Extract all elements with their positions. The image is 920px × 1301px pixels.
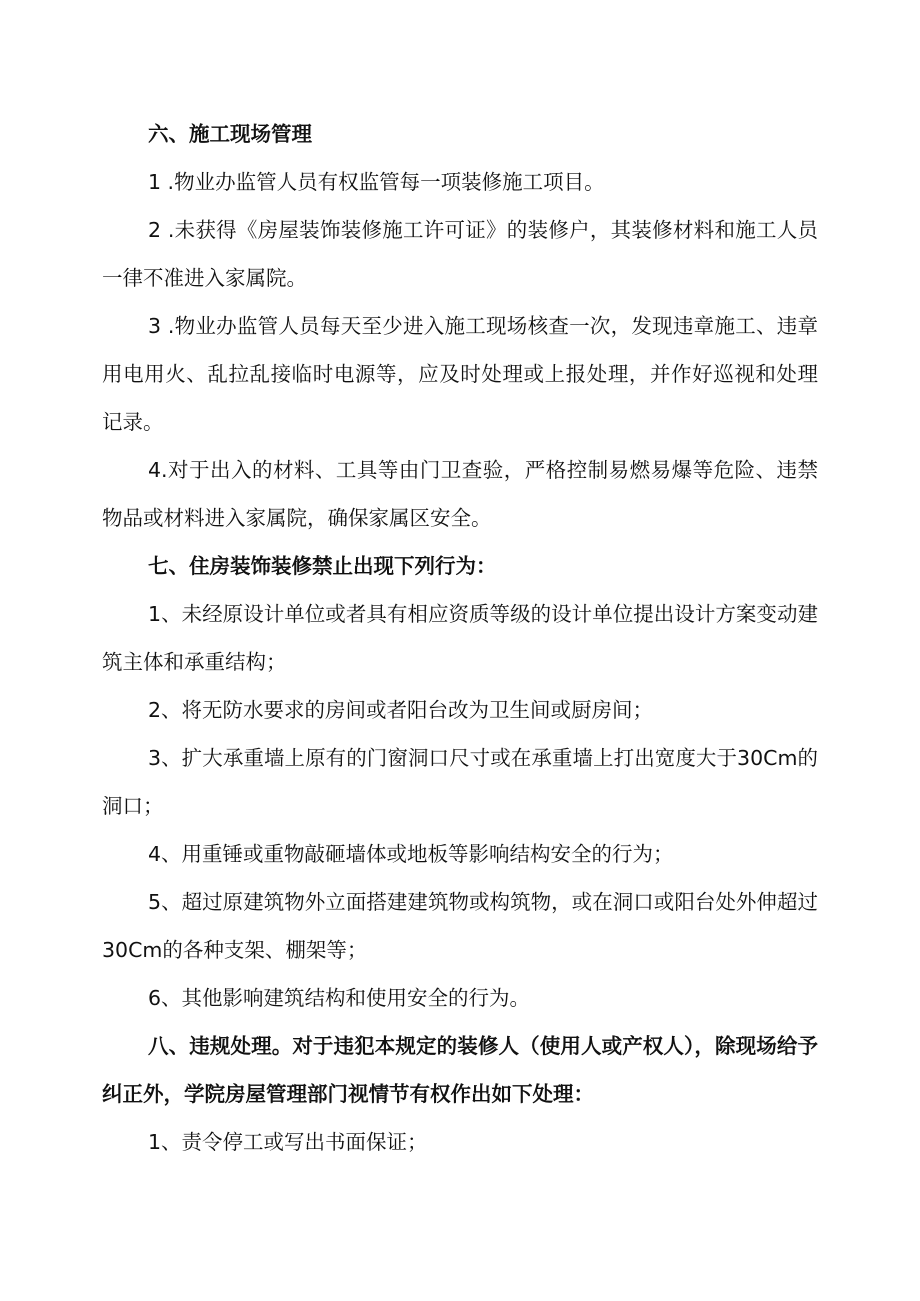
document-page — [102, 110, 818, 1166]
list-item: 1、责令停工或写出书面保证； — [148, 1130, 428, 1154]
section-heading-construction-site: 六、施工现场管理 — [148, 122, 312, 146]
list-item: 5、超过原建筑物外立面搭建建筑物或构筑物，或在洞口或阳台处外伸超过30Cm的各种支架、棚架等； — [102, 890, 818, 962]
section-heading-prohibited-acts: 七、住房装饰装修禁止出现下列行为： — [148, 554, 497, 578]
section-heading-violation-handling: 八、违规处理。对于违犯本规定的装修人（使用人或产权人），除现场给予纠正外，学院房屋管理部门视情节有权作出如下处理： — [102, 1034, 818, 1106]
list-item: 3 .物业办监管人员每天至少进入施工现场核查一次，发现违章施工、违章用电用火、乱拉乱接临时电源等，应及时处理或上报处理，并作好巡视和处理记录。 — [102, 314, 818, 434]
list-item: 1 .物业办监管人员有权监管每一项装修施工项目。 — [148, 170, 605, 194]
list-item: 2、将无防水要求的房间或者阳台改为卫生间或厨房间； — [148, 698, 654, 722]
list-item: 4.对于出入的材料、工具等由门卫查验，严格控制易燃易爆等危险、违禁物品或材料进入家属院，确保家属区安全。 — [102, 458, 818, 530]
list-item: 6、其他影响建筑结构和使用安全的行为。 — [148, 986, 531, 1010]
list-item: 2 .未获得《房屋装饰装修施工许可证》的装修户，其装修材料和施工人员一律不准进入家属院。 — [102, 218, 818, 290]
list-item: 4、用重锤或重物敲砸墙体或地板等影响结构安全的行为； — [148, 842, 674, 866]
list-item: 3、扩大承重墙上原有的门窗洞口尺寸或在承重墙上打出宽度大于30Cm的洞口； — [102, 746, 818, 818]
list-item: 1、未经原设计单位或者具有相应资质等级的设计单位提出设计方案变动建筑主体和承重结构； — [102, 602, 818, 674]
